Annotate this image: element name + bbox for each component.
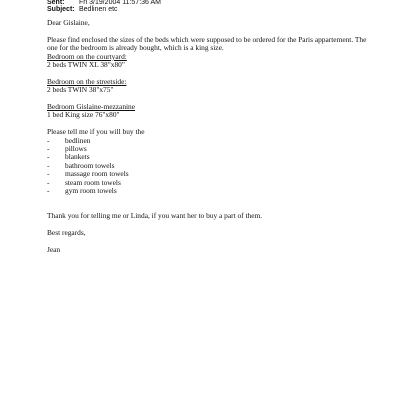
- section-mezzanine: [47, 103, 367, 120]
- subject-label: Subject:: [47, 6, 75, 13]
- section-title: Bedroom on the courtyard:: [47, 51, 127, 61]
- section-streetside: [47, 78, 367, 95]
- closing: Best regards,: [47, 228, 86, 238]
- thanks-line: Thank you for telling me or Linda, if you want her to buy a part of them.: [47, 211, 263, 221]
- section-courtyard: [47, 53, 367, 70]
- greeting: Dear Gislaine,: [47, 18, 90, 27]
- email-body: [47, 19, 367, 254]
- list-item: - gym room towels: [47, 187, 367, 195]
- sent-label: Sent:: [47, 0, 65, 6]
- subject-value: Bedlinen etc: [79, 6, 118, 13]
- sent-value: Fri 3/19/2004 11:57:36 AM: [79, 0, 161, 6]
- list-item: - bedlinen: [47, 137, 367, 145]
- list-item: - bathroom towels: [47, 162, 367, 170]
- section-title: Bedroom on the streetside:: [47, 76, 127, 86]
- list-item: - pillows: [47, 145, 367, 153]
- subject-row: [47, 6, 118, 14]
- intro-paragraph: Please find enclosed the sizes of the beds which were supposed to be ordered for the Paris appartement. The one for the bedroom is already bought, which is a king size.: [47, 34, 367, 53]
- section-detail: 2 beds TWIN 38"x75": [47, 85, 114, 95]
- signature: Jean: [47, 244, 61, 254]
- section-detail: 1 bed King size 76"x80": [47, 110, 120, 120]
- section-detail: 2 beds TWIN XL 38"x80": [47, 60, 125, 70]
- section-title: Bedroom Gislaine-mezzanine: [47, 102, 136, 112]
- request-line: Please tell me if you will buy the: [47, 127, 145, 137]
- item-list: [47, 137, 367, 196]
- list-item: - steam room towels: [47, 179, 367, 187]
- list-item: - massage room towels: [47, 170, 367, 178]
- list-item: - blankets: [47, 153, 367, 161]
